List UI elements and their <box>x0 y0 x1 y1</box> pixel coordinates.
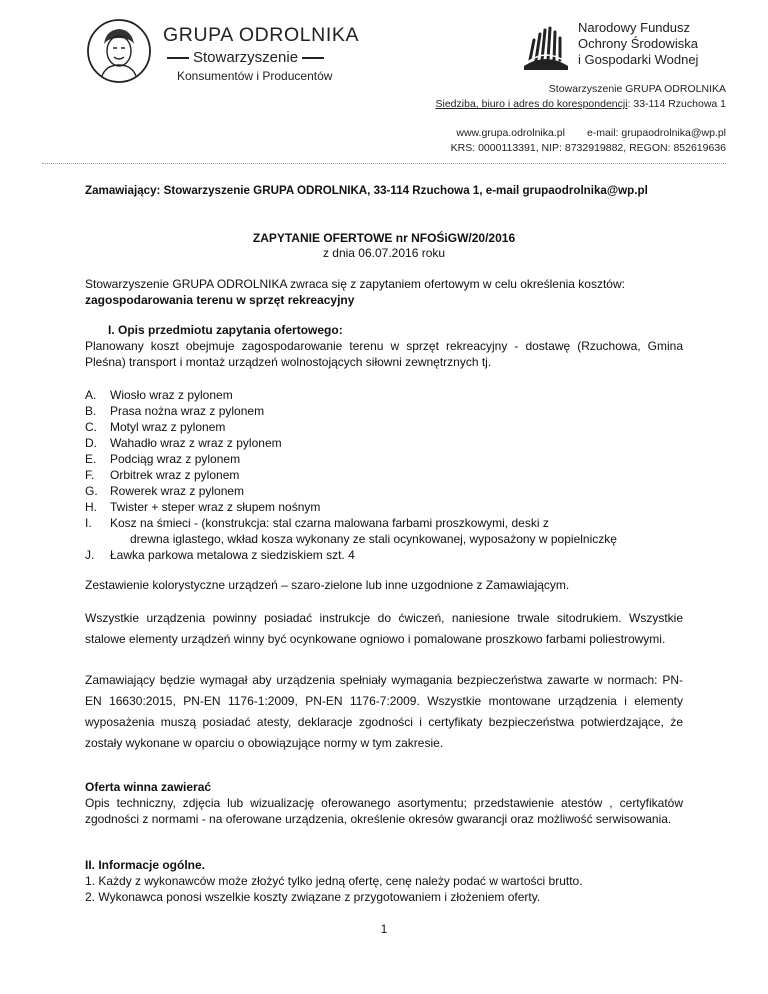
document-date: z dnia 06.07.2016 roku <box>322 246 446 260</box>
instructions-text: Wszystkie urządzenia powinny posiadać instrukcje do ćwiczeń, naniesione trwale sitodrukiem. Wszystkie stalowe elementy urządzeń winny być ocynkowane ogniowo i pomalowane proszkowo farbami poliestrowymi. <box>85 611 683 646</box>
logo-subtitle: Stowarzyszenie <box>163 49 328 66</box>
email-link[interactable]: e-mail: grupaodrolnika@wp.pl <box>586 127 726 139</box>
header-contact <box>456 126 726 140</box>
nfosigw-name: Narodowy Fundusz Ochrony Środowiska i Gospodarki Wodnej <box>578 20 699 67</box>
list-item: C. Motyl wraz z pylonem <box>85 420 226 434</box>
offer-heading: Oferta winna zawierać <box>85 780 212 794</box>
page-number: 1 <box>380 922 388 936</box>
list-item: I. Kosz na śmieci - (konstrukcja: stal czarna malowana farbami proszkowymi, deski z <box>85 516 549 530</box>
farmer-portrait-icon <box>86 18 152 84</box>
document-title: ZAPYTANIE OFERTOWE nr NFOŚiGW/20/2016 <box>252 231 516 245</box>
offer-text: Opis techniczny, zdjęcia lub wizualizację oferowanego asortymentu; przedstawienie atestów , certyfikatów zgodności z normami - na oferowane urządzenia, określenie okresów gwarancji oraz możliwość serwisowania. <box>85 796 683 826</box>
list-item: E. Podciąg wraz z pylonem <box>85 452 241 466</box>
list-item-continuation: drewna iglastego, wkład kosza wykonany ze stali ocynkowanej, wyposażony w popielniczkę <box>130 532 617 546</box>
list-item: G. Rowerek wraz z pylonem <box>85 484 245 498</box>
safety-text: Zamawiający będzie wymagał aby urządzenia spełniały wymagania bezpieczeństwa zawarte w normach: PN-EN 16630:2015, PN-EN 1176-1:2009, PN-EN 1176-7:2009. Wszystkie montowane urządzenia i elementy wyposażenia muszą posiadać atesty, deklaracje zgodności i certyfikaty bezpieczeństwa potwierdzające, że zostały wykonane w oparciu o obowiązujące normy w tym zakresie. <box>85 673 683 750</box>
logo-title: GRUPA ODROLNIKA <box>163 24 360 46</box>
nfosigw-logo <box>520 18 720 78</box>
nfosigw-emblem-icon <box>520 22 572 74</box>
header-address: Siedziba, biuro i adres do korespondencji: 33-114 Rzuchowa 1 <box>435 98 726 110</box>
website-link[interactable]: www.grupa.odrolnika.pl <box>456 127 565 139</box>
intro-text: Stowarzyszenie GRUPA ODROLNIKA zwraca się z zapytaniem ofertowym w celu określenia kosztów: zagospodarowania terenu w sprzęt rekreacyjny <box>85 277 625 307</box>
section-1-heading: I. Opis przedmiotu zapytania ofertowego: <box>108 323 343 337</box>
section-1-text: Planowany koszt obejmuje zagospodarowanie terenu w sprzęt rekreacyjny - dostawę (Rzuchowa, Gmina Pleśna) transport i montaż urządzeń wolnostojących siłowni zewnętrznych tj. <box>85 339 683 369</box>
list-item: H. Twister + steper wraz z słupem nośnym <box>85 500 321 514</box>
list-item: D. Wahadło wraz z wraz z pylonem <box>85 436 282 450</box>
header-registry: KRS: 0000113391, NIP: 8732919882, REGON: 852619636 <box>450 142 726 154</box>
list-item: F. Orbitrek wraz z pylonem <box>85 468 240 482</box>
grupa-odrolnika-logo <box>86 18 366 88</box>
list-item: B. Prasa nożna wraz z pylonem <box>85 404 265 418</box>
header-org-name: Stowarzyszenie GRUPA ODROLNIKA <box>548 83 726 95</box>
orderer-line: Zamawiający: Stowarzyszenie GRUPA ODROLNIKA, 33-114 Rzuchowa 1, e-mail grupaodrolnika@wp.pl <box>85 184 648 197</box>
colors-text: Zestawienie kolorystyczne urządzeń – szaro-zielone lub inne uzgodnione z Zamawiającym. <box>85 578 570 592</box>
section-2-item-1: 1. Każdy z wykonawców może złożyć tylko jedną ofertę, cenę należy podać w wartości brutto. <box>85 874 583 888</box>
list-item: A. Wiosło wraz z pylonem <box>85 388 233 402</box>
list-item: J. Ławka parkowa metalowa z siedziskiem szt. 4 <box>85 548 355 562</box>
section-2-item-2: 2. Wykonawca ponosi wszelkie koszty związane z przygotowaniem i złożeniem oferty. <box>85 890 541 904</box>
logo-subtitle-2: Konsumentów i Producentów <box>177 69 333 83</box>
section-2-heading: II. Informacje ogólne. <box>85 858 206 872</box>
header-divider <box>42 163 726 164</box>
